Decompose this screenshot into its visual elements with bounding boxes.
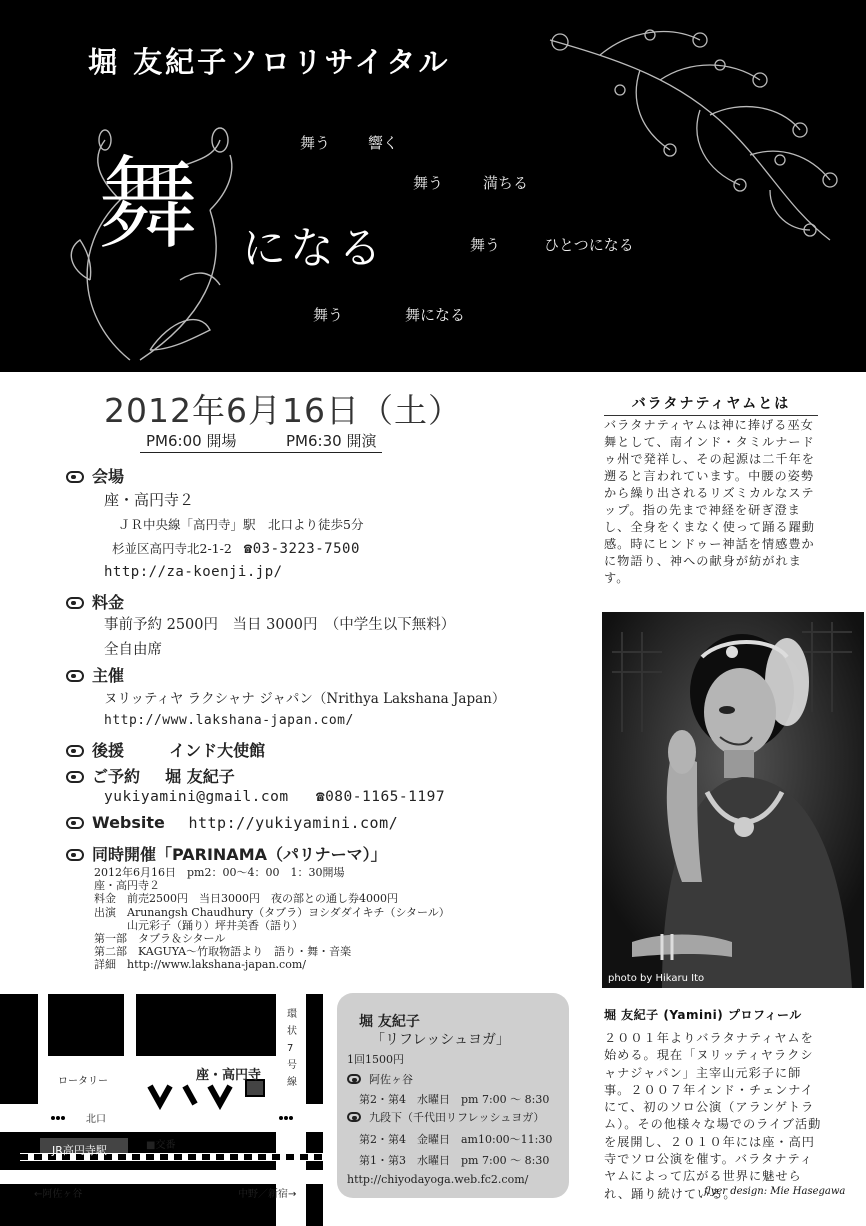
- map-label-kitaguchi: 北口: [86, 1114, 106, 1125]
- map-label-asagaya: ←阿佐ヶ谷: [34, 1189, 83, 1200]
- map-label-kanjo: 環状7号線: [287, 1009, 297, 1088]
- profile-body: ２００１年よりバラタナティヤムを始める。現在「ヌリッティヤラクシャナジャパン」主宰山元彩子に師事。２００７年インド・チェンナイにて、初のソロ公演（アランゲトラム）。その他様々な場でのライブ活動を展開し、２０１０年には座・高円寺でソロ公演を催す。バラタナティヤムによって広がる世界に魅せられ、踊り続けている。: [604, 1031, 822, 1201]
- eye-bullet-icon: [66, 771, 84, 783]
- parinama-line: 第二部 KAGUYA～竹取物語より 語り・舞・音楽: [94, 945, 352, 959]
- map-label-rotary: ロータリー: [58, 1076, 108, 1087]
- poem-word: 舞う: [313, 306, 344, 324]
- venue-url[interactable]: http://za-koenji.jp/: [104, 564, 283, 580]
- yoga-place-1: 阿佐ヶ谷: [347, 1071, 413, 1087]
- parinama-line: 料金 前売2500円 当日3000円 夜の部との通し券4000円: [94, 892, 398, 906]
- support-value: インド大使館: [169, 741, 266, 760]
- yoga-schedule-2b: 第1・第3 水曜日 pm 7:00 ～ 8:30: [359, 1154, 550, 1167]
- website-url[interactable]: http://yukiyamini.com/: [188, 814, 399, 832]
- organizer-heading: 主催: [66, 663, 124, 686]
- reservation-phone: ☎080-1165-1197: [315, 789, 446, 805]
- parinama-line: 出演 Arunangsh Chaudhury（タブラ）ヨシダダイキチ（シタール）: [94, 905, 450, 919]
- recital-title: 堀 友紀子ソロリサイタル: [88, 45, 451, 79]
- fee-prices: 事前予約 2500円 当日 3000円 （中学生以下無料）: [104, 617, 456, 633]
- vine-decoration-right: [540, 20, 850, 260]
- yoga-title: 「リフレッシュヨガ」: [371, 1032, 511, 1048]
- parinama-details: [94, 866, 450, 972]
- poem-word: 響く: [368, 134, 399, 152]
- parinama-line: 座・高円寺２: [94, 879, 160, 893]
- eye-bullet-icon: [66, 745, 84, 757]
- main-title-rest: になる: [242, 223, 386, 274]
- yoga-price: 1回1500円: [347, 1053, 404, 1066]
- yoga-url[interactable]: http://chiyodayoga.web.fc2.com/: [347, 1173, 529, 1186]
- photo-credit: photo by Hikaru Ito: [608, 973, 705, 984]
- dancer-photo: [602, 612, 864, 988]
- yoga-place-2: 九段下（千代田リフレッシュヨガ）: [347, 1109, 544, 1125]
- parinama-line: 第一部 タブラ＆シタール: [94, 932, 226, 946]
- parinama-line: 詳細 http://www.lakshana-japan.com/: [94, 958, 306, 972]
- start-time: PM6:30 開演: [286, 432, 377, 450]
- reservation-heading: ご予約 堀 友紀子: [66, 764, 235, 787]
- dancer-silhouette-image: [602, 612, 864, 988]
- map-label-koban: ■交番: [146, 1140, 176, 1151]
- header-banner: [0, 0, 866, 372]
- eye-bullet-icon: [66, 817, 84, 829]
- yoga-schedule-1: 第2・第4 水曜日 pm 7:00 ～ 8:30: [359, 1093, 550, 1106]
- reservation-name: 堀 友紀子: [165, 767, 235, 786]
- map-label-station: JR高円寺駅: [52, 1144, 107, 1157]
- poem-word: 舞になる: [405, 306, 466, 324]
- parinama-heading: 同時開催「PARINAMA（パリナーマ）」: [66, 842, 387, 865]
- venue-access: ＪＲ中央線「高円寺」駅 北口より徒歩5分: [118, 517, 364, 532]
- open-time: PM6:00 開場: [146, 432, 237, 450]
- event-date: 2012年6月16日（土）: [104, 391, 462, 430]
- poem-word: 満ちる: [483, 174, 529, 192]
- poem-word: 舞う: [413, 174, 444, 192]
- yoga-schedule-2a: 第2・第4 金曜日 am10:00～11:30: [359, 1133, 553, 1146]
- eye-bullet-icon: [66, 597, 84, 609]
- profile-heading: 堀 友紀子 (Yamini) プロフィール: [604, 1008, 802, 1022]
- poem-word: ひとつになる: [544, 236, 634, 254]
- map-label-nakano: 中野／新宿→: [238, 1189, 297, 1200]
- organizer-name: ヌリッティヤ ラクシャナ ジャパン（Nrithya Lakshana Japan）: [104, 691, 506, 707]
- eye-bullet-icon: [66, 670, 84, 682]
- yoga-info-box: [337, 993, 569, 1198]
- venue-address: 杉並区高円寺北2-1-2 ☎03-3223-7500: [112, 541, 360, 557]
- yoga-teacher: 堀 友紀子: [359, 1014, 420, 1030]
- event-times: [140, 430, 382, 453]
- bharatanatyam-description: バラタナティヤムは神に捧げる巫女舞として、南インド・タミルナードゥ州で発祥し、その起源は二千年を遡ると言われています。中腰の姿勢から繰り出されるリズミカルなステップ。指の先まで神経を研ぎ澄まし、全身をくまなく使って踊る躍動感。時にヒンドゥー神話を情感豊かに物語り、神への献身が紡がれます。: [604, 418, 815, 585]
- support-heading: 後援 インド大使館: [66, 738, 265, 761]
- website-heading: Website http://yukiyamini.com/: [66, 813, 398, 832]
- reservation-email[interactable]: yukiyamini@gmail.com: [104, 789, 289, 805]
- eye-bullet-icon: [66, 849, 84, 861]
- parinama-line: 山元彩子（踊り）坪井美香（語り）: [94, 918, 303, 932]
- eye-bullet-icon: [347, 1112, 361, 1122]
- bharatanatyam-heading: バラタナティヤムとは: [604, 393, 818, 416]
- poem-word: 舞う: [470, 236, 501, 254]
- venue-name: 座・高円寺２: [104, 491, 195, 509]
- poem-word: 舞う: [300, 134, 331, 152]
- main-title-kanji: 舞: [98, 146, 198, 263]
- eye-bullet-icon: [347, 1074, 361, 1084]
- venue-phone: ☎03-3223-7500: [243, 541, 360, 557]
- venue-heading: 会場: [66, 464, 124, 487]
- map-label-venue: 座・高円寺: [196, 1068, 262, 1083]
- access-map: [0, 994, 323, 1226]
- organizer-url[interactable]: http://www.lakshana-japan.com/: [104, 713, 354, 728]
- parinama-line: 2012年6月16日 pm2：00～4：00 1：30開場: [94, 866, 345, 879]
- fee-seating: 全自由席: [104, 642, 162, 658]
- design-credit: flyer design: Mie Hasegawa: [704, 1186, 846, 1197]
- eye-bullet-icon: [66, 471, 84, 483]
- reservation-contact: [104, 789, 445, 805]
- fee-heading: 料金: [66, 590, 124, 613]
